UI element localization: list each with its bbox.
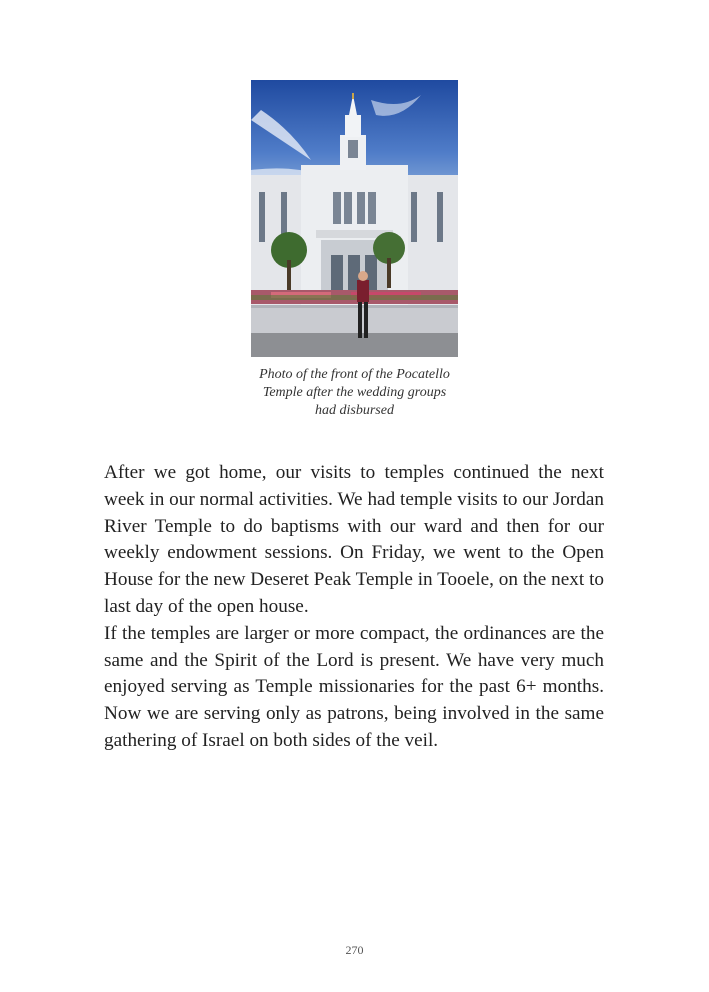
photo-caption (230, 366, 479, 420)
caption-line: Photo of the front of the Pocatello (259, 367, 450, 382)
page-number: 270 (345, 943, 364, 957)
paragraph: After we got home, our visits to temples continued the next week in our normal activities. We had temple visits to our Jordan River Temple to do baptisms with our ward and then for our weekly endowment sessions. On Friday, we went to the Open House for the new Deseret Peak Temple in Tooele, on the next to last day of the open house. (104, 462, 604, 617)
temple-photo (251, 80, 458, 357)
caption-line: had disbursed (315, 403, 394, 418)
caption-line: Temple after the wedding groups (262, 385, 447, 400)
body-text (104, 460, 604, 755)
paragraph: If the temples are larger or more compact, the ordinances are the same and the Spirit of the Lord is present. We have very much enjoyed serving as Temple missionaries for the past 6+ months. Now we are serving only as patrons, being involved in the same gathering of Israel on both sides of the veil. (104, 622, 604, 751)
